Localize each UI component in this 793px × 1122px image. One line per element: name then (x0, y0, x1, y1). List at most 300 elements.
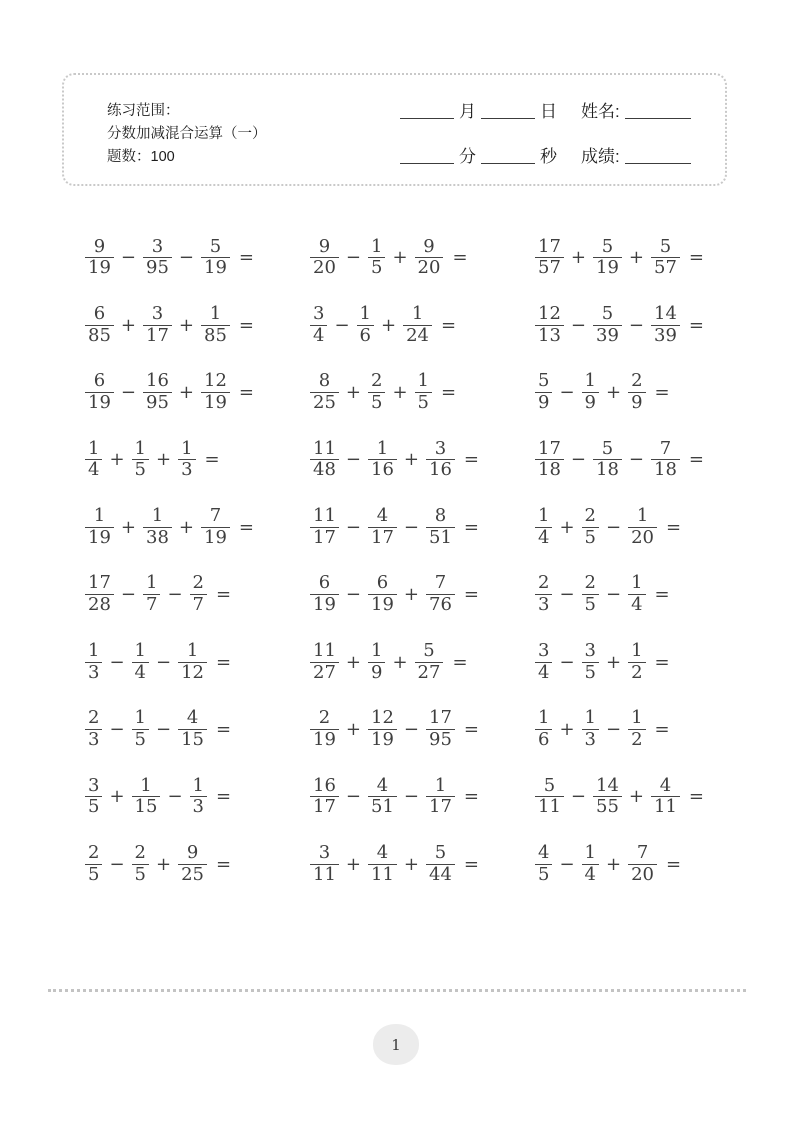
header-box (62, 73, 727, 186)
fraction-2 (132, 708, 149, 750)
operator-1: + (559, 516, 575, 538)
denominator: 5 (415, 392, 432, 414)
fraction-2 (143, 573, 160, 615)
numerator: 1 (151, 505, 164, 527)
operator-1: − (570, 786, 586, 808)
operator-1: − (109, 853, 125, 875)
operator-1: − (120, 381, 136, 403)
denominator: 6 (357, 325, 374, 347)
denominator: 5 (582, 594, 599, 616)
header-info (107, 100, 267, 169)
numerator: 1 (584, 370, 596, 392)
fraction-3 (201, 304, 230, 346)
numerator: 1 (584, 707, 596, 729)
numerator: 1 (411, 302, 424, 324)
numerator: 16 (313, 774, 336, 796)
fraction-1 (85, 573, 114, 615)
denominator: 11 (310, 864, 339, 886)
math-problem (535, 426, 760, 493)
equals-sign: = (463, 584, 479, 606)
operator-1: + (120, 314, 136, 336)
operator-2: − (178, 247, 194, 269)
fraction-2 (582, 641, 599, 683)
fraction-3 (415, 641, 444, 683)
math-problem (535, 763, 760, 830)
numerator: 1 (631, 639, 643, 661)
fraction-2 (593, 776, 622, 818)
numerator: 8 (434, 505, 447, 527)
numerator: 12 (204, 370, 227, 392)
operator-1: − (345, 449, 361, 471)
fraction-3 (628, 506, 657, 548)
fraction-2 (368, 708, 397, 750)
operator-1: − (559, 853, 575, 875)
denominator: 5 (132, 729, 149, 751)
operator-2: + (628, 247, 644, 269)
denominator: 9 (582, 392, 599, 414)
numerator: 5 (543, 774, 556, 796)
numerator: 1 (146, 572, 158, 594)
denominator: 24 (403, 325, 432, 347)
fraction-1 (85, 237, 114, 279)
math-problem (310, 291, 535, 358)
numerator: 4 (659, 774, 672, 796)
minute-label: 分 (459, 147, 476, 166)
operator-1: − (559, 381, 575, 403)
denominator: 18 (593, 459, 622, 481)
denominator: 27 (415, 662, 444, 684)
equals-sign: = (216, 718, 232, 740)
denominator: 17 (426, 796, 455, 818)
numerator: 9 (318, 235, 331, 257)
numerator: 3 (434, 437, 447, 459)
numerator: 9 (186, 842, 199, 864)
numerator: 6 (376, 572, 389, 594)
fraction-2 (593, 237, 622, 279)
denominator: 85 (85, 325, 114, 347)
operator-1: − (109, 718, 125, 740)
denominator: 48 (310, 459, 339, 481)
math-problem (535, 494, 760, 561)
math-problem (85, 359, 310, 426)
denominator: 25 (310, 392, 339, 414)
equals-sign: = (688, 247, 704, 269)
fraction-2 (368, 371, 385, 413)
fraction-3 (178, 843, 207, 885)
score-blank (625, 160, 691, 164)
fraction-3 (201, 237, 230, 279)
equals-sign: = (452, 247, 468, 269)
operator-1: − (345, 786, 361, 808)
numerator: 6 (93, 302, 106, 324)
fraction-2 (132, 776, 161, 818)
worksheet-title: 分数加减混合运算（一） (107, 126, 267, 142)
operator-1: − (345, 247, 361, 269)
operator-1: − (570, 314, 586, 336)
fraction-1 (85, 708, 102, 750)
numerator: 1 (181, 437, 193, 459)
fraction-1 (85, 371, 114, 413)
math-problem (310, 831, 535, 898)
fraction-3 (201, 506, 230, 548)
math-problem (535, 696, 760, 763)
equals-sign: = (216, 786, 232, 808)
denominator: 19 (201, 392, 230, 414)
numerator: 5 (601, 437, 614, 459)
equals-sign: = (216, 584, 232, 606)
numerator: 2 (371, 370, 383, 392)
numerator: 17 (88, 572, 111, 594)
numerator: 5 (423, 639, 435, 661)
math-problem (310, 359, 535, 426)
numerator: 12 (371, 707, 394, 729)
denominator: 39 (593, 325, 622, 347)
equals-sign: = (441, 381, 457, 403)
numerator: 11 (313, 505, 336, 527)
operator-2: − (606, 584, 622, 606)
math-problem (310, 494, 535, 561)
numerator: 2 (584, 572, 596, 594)
numerator: 2 (584, 505, 596, 527)
fraction-3 (426, 573, 455, 615)
numerator: 2 (538, 572, 550, 594)
equals-sign: = (216, 651, 232, 673)
second-label: 秒 (540, 147, 557, 166)
math-problem (535, 359, 760, 426)
denominator: 5 (582, 662, 599, 684)
fraction-1 (535, 304, 564, 346)
math-problem (85, 831, 310, 898)
operator-2: − (167, 786, 183, 808)
fraction-2 (143, 237, 172, 279)
denominator: 95 (426, 729, 455, 751)
denominator: 5 (535, 864, 552, 886)
numerator: 7 (659, 437, 672, 459)
fraction-1 (535, 641, 552, 683)
equals-sign: = (654, 584, 670, 606)
denominator: 19 (593, 257, 622, 279)
fraction-3 (178, 641, 207, 683)
numerator: 7 (209, 505, 222, 527)
date-name-line (400, 97, 691, 121)
denominator: 51 (368, 796, 397, 818)
denominator: 20 (628, 864, 657, 886)
numerator: 16 (146, 370, 169, 392)
math-problem (310, 696, 535, 763)
denominator: 25 (178, 864, 207, 886)
denominator: 13 (535, 325, 564, 347)
fraction-1 (310, 371, 339, 413)
numerator: 3 (538, 639, 550, 661)
denominator: 20 (628, 527, 657, 549)
fraction-1 (310, 708, 339, 750)
numerator: 7 (434, 572, 447, 594)
fraction-2 (132, 843, 149, 885)
fraction-1 (85, 843, 102, 885)
fraction-1 (310, 506, 339, 548)
fraction-3 (628, 371, 645, 413)
numerator: 1 (140, 774, 152, 796)
operator-2: + (392, 651, 408, 673)
operator-2: − (628, 449, 644, 471)
operator-1: + (345, 718, 361, 740)
operator-1: + (109, 786, 125, 808)
math-problem (85, 224, 310, 291)
fraction-1 (310, 237, 339, 279)
fraction-3 (628, 843, 657, 885)
fraction-1 (310, 776, 339, 818)
denominator: 57 (535, 257, 564, 279)
operator-2: + (403, 449, 419, 471)
denominator: 5 (85, 796, 102, 818)
denominator: 28 (85, 594, 114, 616)
operator-2: − (403, 718, 419, 740)
numerator: 1 (134, 437, 146, 459)
fraction-1 (535, 573, 552, 615)
fraction-2 (368, 439, 397, 481)
denominator: 19 (201, 257, 230, 279)
math-problem (310, 426, 535, 493)
denominator: 95 (143, 257, 172, 279)
page-number-badge (373, 1024, 419, 1065)
denominator: 15 (132, 796, 161, 818)
numerator: 1 (134, 639, 146, 661)
denominator: 3 (190, 796, 207, 818)
operator-2: + (392, 381, 408, 403)
equals-sign: = (463, 718, 479, 740)
denominator: 19 (310, 594, 339, 616)
fraction-2 (593, 304, 622, 346)
fraction-3 (426, 439, 455, 481)
fraction-3 (651, 439, 680, 481)
numerator: 3 (313, 302, 325, 324)
fraction-2 (582, 506, 599, 548)
operator-1: − (570, 449, 586, 471)
fraction-1 (535, 237, 564, 279)
operator-1: − (559, 651, 575, 673)
numerator: 8 (318, 370, 331, 392)
denominator: 5 (132, 864, 149, 886)
fraction-3 (426, 776, 455, 818)
equals-sign: = (452, 651, 468, 673)
denominator: 4 (582, 864, 599, 886)
denominator: 18 (535, 459, 564, 481)
numerator: 4 (186, 707, 199, 729)
operator-1: − (120, 584, 136, 606)
denominator: 17 (368, 527, 397, 549)
numerator: 12 (538, 302, 561, 324)
fraction-1 (535, 708, 552, 750)
fraction-1 (310, 573, 339, 615)
fraction-3 (628, 573, 645, 615)
denominator: 51 (426, 527, 455, 549)
numerator: 6 (93, 370, 106, 392)
numerator: 11 (313, 639, 336, 661)
equals-sign: = (238, 516, 254, 538)
bottom-dotted-divider (48, 989, 746, 992)
denominator: 5 (582, 527, 599, 549)
denominator: 85 (201, 325, 230, 347)
numerator: 5 (434, 842, 447, 864)
denominator: 3 (535, 594, 552, 616)
header-fill-in (400, 97, 691, 187)
denominator: 55 (593, 796, 622, 818)
math-problem (85, 696, 310, 763)
operator-1: + (570, 247, 586, 269)
fraction-3 (415, 237, 444, 279)
fraction-2 (143, 304, 172, 346)
operator-2: + (403, 853, 419, 875)
denominator: 19 (368, 729, 397, 751)
month-label: 月 (459, 102, 476, 121)
denominator: 9 (368, 662, 385, 684)
numerator: 14 (654, 302, 677, 324)
operator-1: − (559, 584, 575, 606)
numerator: 3 (318, 842, 331, 864)
fraction-1 (310, 304, 327, 346)
operator-1: − (109, 651, 125, 673)
numerator: 3 (88, 774, 100, 796)
numerator: 1 (631, 572, 643, 594)
equals-sign: = (654, 718, 670, 740)
numerator: 1 (209, 302, 222, 324)
fraction-3 (426, 708, 455, 750)
numerator: 1 (434, 774, 447, 796)
operator-1: + (109, 449, 125, 471)
numerator: 1 (631, 707, 643, 729)
numerator: 2 (318, 707, 331, 729)
numerator: 1 (88, 639, 100, 661)
fraction-1 (535, 776, 564, 818)
fraction-1 (535, 843, 552, 885)
equals-sign: = (688, 786, 704, 808)
numerator: 2 (192, 572, 204, 594)
numerator: 4 (376, 842, 389, 864)
operator-1: − (345, 516, 361, 538)
fraction-2 (593, 439, 622, 481)
denominator: 39 (651, 325, 680, 347)
denominator: 11 (535, 796, 564, 818)
denominator: 15 (178, 729, 207, 751)
denominator: 3 (85, 662, 102, 684)
numerator: 4 (376, 774, 389, 796)
math-problem (310, 628, 535, 695)
practice-scope-label: 练习范围： (107, 103, 180, 119)
time-score-line (400, 142, 691, 166)
numerator: 1 (417, 370, 429, 392)
denominator: 9 (535, 392, 552, 414)
numerator: 17 (429, 707, 452, 729)
minute-blank (400, 160, 454, 164)
numerator: 4 (376, 505, 389, 527)
day-blank (481, 115, 535, 119)
numerator: 1 (359, 302, 371, 324)
operator-2: − (403, 786, 419, 808)
name-blank (625, 115, 691, 119)
operator-2: + (178, 381, 194, 403)
operator-1: + (120, 516, 136, 538)
denominator: 4 (310, 325, 327, 347)
operator-2: + (156, 449, 172, 471)
numerator: 2 (88, 707, 100, 729)
numerator: 1 (376, 437, 389, 459)
numerator: 1 (93, 505, 106, 527)
equals-sign: = (204, 449, 220, 471)
operator-2: + (628, 786, 644, 808)
fraction-2 (357, 304, 374, 346)
numerator: 7 (636, 842, 649, 864)
operator-2: + (381, 314, 397, 336)
operator-1: − (334, 314, 350, 336)
numerator: 5 (209, 235, 222, 257)
fraction-3 (651, 304, 680, 346)
numerator: 3 (584, 639, 596, 661)
numerator: 9 (93, 235, 106, 257)
equals-sign: = (654, 381, 670, 403)
numerator: 6 (318, 572, 331, 594)
fraction-2 (143, 506, 172, 548)
math-problem (310, 763, 535, 830)
numerator: 1 (371, 639, 383, 661)
denominator: 20 (415, 257, 444, 279)
denominator: 76 (426, 594, 455, 616)
operator-1: − (345, 584, 361, 606)
fraction-1 (535, 371, 552, 413)
operator-1: + (345, 381, 361, 403)
denominator: 19 (201, 527, 230, 549)
fraction-2 (582, 371, 599, 413)
denominator: 5 (368, 257, 385, 279)
operator-1: − (120, 247, 136, 269)
month-blank (400, 115, 454, 119)
fraction-3 (415, 371, 432, 413)
fraction-3 (190, 776, 207, 818)
fraction-2 (582, 843, 599, 885)
math-problem (85, 561, 310, 628)
denominator: 95 (143, 392, 172, 414)
operator-2: − (156, 651, 172, 673)
numerator: 2 (134, 842, 146, 864)
denominator: 17 (143, 325, 172, 347)
math-problem (310, 561, 535, 628)
fraction-3 (651, 776, 680, 818)
denominator: 12 (178, 662, 207, 684)
operator-2: − (156, 718, 172, 740)
operator-2: − (606, 516, 622, 538)
numerator: 5 (601, 235, 614, 257)
equals-sign: = (688, 314, 704, 336)
equals-sign: = (238, 247, 254, 269)
math-problem (535, 628, 760, 695)
numerator: 5 (538, 370, 550, 392)
operator-1: + (345, 853, 361, 875)
fraction-1 (85, 439, 102, 481)
math-problem (85, 494, 310, 561)
numerator: 1 (538, 707, 550, 729)
operator-2: + (156, 853, 172, 875)
day-label: 日 (540, 102, 557, 121)
denominator: 4 (535, 662, 552, 684)
denominator: 19 (368, 594, 397, 616)
fraction-3 (426, 843, 455, 885)
fraction-1 (310, 439, 339, 481)
denominator: 16 (426, 459, 455, 481)
denominator: 19 (85, 392, 114, 414)
denominator: 19 (85, 257, 114, 279)
math-problem (535, 831, 760, 898)
math-problem (535, 291, 760, 358)
fraction-3 (628, 708, 645, 750)
